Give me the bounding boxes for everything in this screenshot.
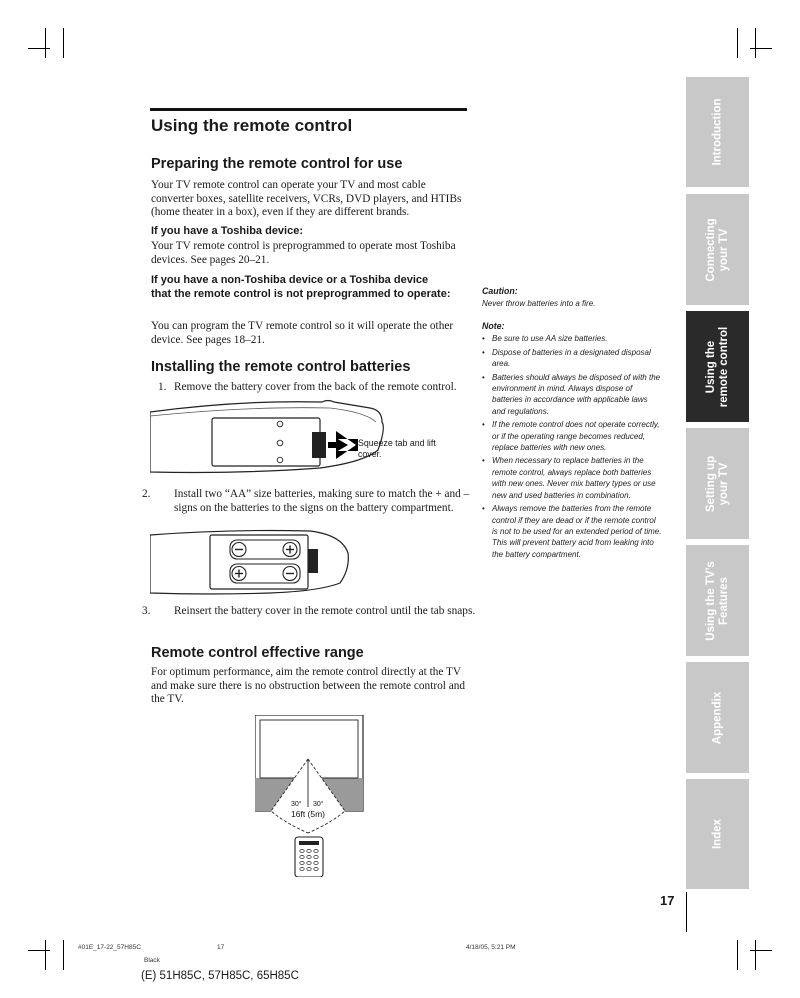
step-text: Remove the battery cover from the back of the remote control. <box>174 381 457 393</box>
tab-using-the-remote-control[interactable] <box>686 311 749 422</box>
distance-label: 16ft (5m) <box>291 809 326 819</box>
title-rule <box>150 108 467 111</box>
tab-label-line1: Using the TV’s <box>704 560 717 641</box>
angle-right-label: 30° <box>313 801 324 808</box>
non-toshiba-text: You can program the TV remote control so it will operate the other device. See pages 18–21. <box>151 320 454 346</box>
range-heading: Remote control effective range <box>151 645 364 661</box>
note-item: • Be sure to use AA size batteries. <box>482 333 662 344</box>
note-item: • Dispose of batteries in a designated disposal area. <box>482 347 662 370</box>
toshiba-text: Your TV remote control is preprogrammed to operate most Toshiba devices. See pages 20–21. <box>151 240 456 266</box>
tab-label-line2: remote control <box>717 326 730 407</box>
note-heading: Note: <box>482 321 505 332</box>
tab-introduction[interactable] <box>686 77 749 187</box>
non-toshiba-heading: If you have a non-Toshiba device or a Toshiba device that the remote control is not preprogrammed to operate: <box>151 274 451 300</box>
note-item: • Always remove the batteries from the remote control if they are dead or if the remote control is not to be used for an extended period of time. This will prevent battery acid from leaking into the battery compartment. <box>482 503 662 560</box>
tab-label-line1: Using the <box>704 340 717 393</box>
step-text: Reinsert the battery cover in the remote control until the tab snaps. <box>174 605 476 617</box>
note-item: • When necessary to replace batteries in the remote control, always replace both batteries with new ones. Never mix battery types or use new and used batteries in combination. <box>482 455 662 501</box>
step-number: 3. <box>142 605 151 617</box>
tab-setting-up-your-tv[interactable] <box>686 428 749 539</box>
footer-file: #01E_17-22_57H85C <box>78 944 141 951</box>
step-number: 2. <box>142 488 151 500</box>
tab-label-line1: Connecting <box>704 217 717 282</box>
note-item: • If the remote control does not operate correctly, or if the operating range becomes reduced, replace batteries with new ones. <box>482 419 662 453</box>
tab-label-line1: Appendix <box>711 691 723 744</box>
install-step-1 <box>158 381 468 395</box>
tab-label-line2: your TV <box>717 462 730 505</box>
tab-label-line2: your TV <box>717 228 730 271</box>
step-number: 1. <box>158 381 167 393</box>
page-title: Using the remote control <box>151 116 353 135</box>
range-text: For optimum performance, aim the remote control directly at the TV and make sure there is no obstruction between the remote control and the TV. <box>151 666 466 706</box>
sidebar-notes <box>482 286 662 562</box>
install-step-2 <box>142 488 484 515</box>
installing-heading: Installing the remote control batteries <box>151 359 411 375</box>
tab-label-line2: Features <box>717 576 730 625</box>
squeeze-tab-callout: Squeeze tab and lift cover. <box>358 438 436 459</box>
tab-label-line1: Introduction <box>711 98 723 166</box>
angle-left-label: 30° <box>291 801 302 808</box>
footer-page: 17 <box>217 944 225 951</box>
footer-date: 4/18/05, 5:21 PM <box>466 944 516 951</box>
footer-models: (E) 51H85C, 57H85C, 65H85C <box>141 970 299 982</box>
tab-label-line1: Index <box>711 818 723 850</box>
tab-index[interactable] <box>686 779 749 889</box>
preparing-intro: Your TV remote control can operate your TV and most cable converter boxes, satellite receivers, VCRs, DVD players, and HTIBs (home theater in a box), even if they are different brands. <box>151 179 462 219</box>
step-text: Install two “AA” size batteries, making sure to match the + and – signs on the batteries to the signs on the battery compartment. <box>174 488 470 514</box>
tab-label-line1: Setting up <box>704 455 717 512</box>
note-list <box>482 333 662 560</box>
footer-color: Black <box>144 957 160 964</box>
caution-heading: Caution: <box>482 286 518 296</box>
page-number-divider <box>686 892 687 932</box>
preparing-heading: Preparing the remote control for use <box>151 156 403 172</box>
range-diagram <box>255 715 365 877</box>
tab-connecting-your-tv[interactable] <box>686 194 749 305</box>
toshiba-heading: If you have a Toshiba device: <box>151 225 304 237</box>
note-item: • Batteries should always be disposed of with the environment in mind. Always dispose of batteries in accordance with applicable laws and regulations. <box>482 372 662 418</box>
tab-using-the-tvs-features[interactable] <box>686 545 749 656</box>
caution-text: Never throw batteries into a fire. <box>482 299 596 308</box>
tab-appendix[interactable] <box>686 662 749 773</box>
battery-compartment-illustration <box>150 527 350 599</box>
install-step-3 <box>142 605 484 619</box>
page-number: 17 <box>660 893 675 908</box>
